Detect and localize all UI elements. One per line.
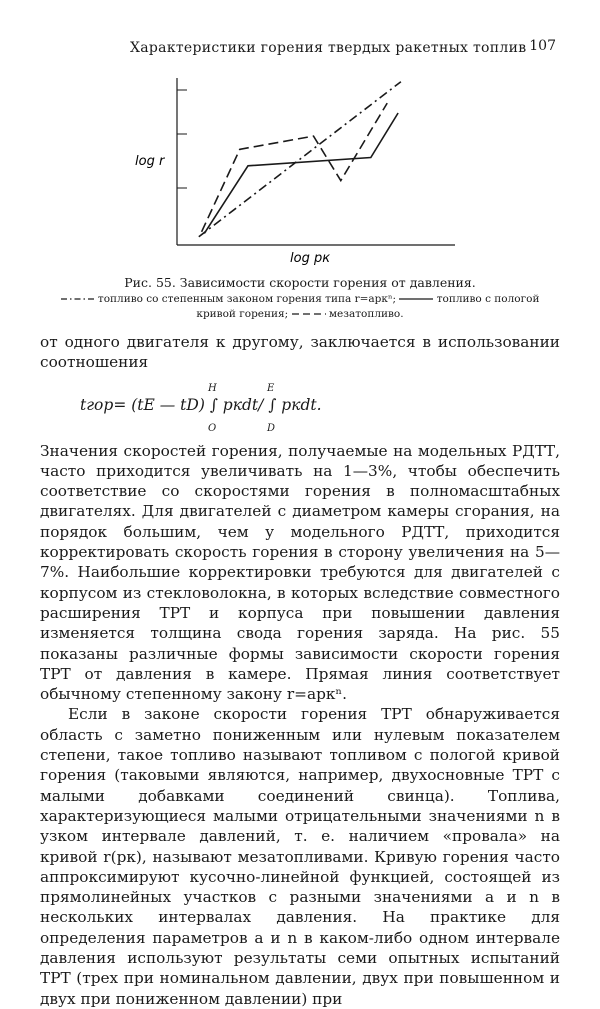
legend-mesa: мезатопливо. xyxy=(328,308,404,320)
legend-dashdot-sample xyxy=(61,296,95,302)
integral-upper-limit: H xyxy=(208,382,217,394)
series-line-dashdot xyxy=(199,82,401,237)
figure-legend xyxy=(40,292,560,322)
y-axis-label: log r xyxy=(135,154,165,169)
paragraph: Если в законе скорости горения ТРТ обнаруживается область с заметно пониженным или нулевым показателем степени, такое топливо называют топливом с пологой кривой горения (таковыми являются, например, двухосновные ТРТ с малыми добавками соединений свинца). Топлива, характеризующиеся малыми отрицательными значениями n в узком интервале давлений, т. е. наличием «провала» на кривой r(pк), называют мезатопливами. Кривую горения часто аппроксимируют кусочно-линейной функцией, состоящей из прямолинейных участков с разными значениями a и n в нескольких интервалах давления. На практике для определения параметров a и n в каком-либо одном интервале давления используют результаты семи опытных испытаний ТРТ (трех при номинальном давлении, двух при повышенном и двух при пониженном давлении) при xyxy=(40,705,560,1008)
legend-plateau: топливо с пологой xyxy=(436,293,540,305)
paragraph: от одного двигателя к другому, заключается в использовании соотношения xyxy=(40,333,560,372)
integral-lower-limit: O xyxy=(208,422,217,434)
burn-rate-figure xyxy=(130,70,460,270)
legend-power-law: топливо со степенным законом горения типа r=apкⁿ; xyxy=(97,293,397,305)
legend-solid-sample xyxy=(399,296,433,302)
legend-plateau-cont: кривой горения; xyxy=(196,308,289,320)
integral-lower-limit: D xyxy=(267,422,276,434)
integral-upper-limit: E xyxy=(267,382,275,394)
legend-dashed-sample xyxy=(292,311,326,317)
running-title: Характеристики горения твердых ракетных топлив xyxy=(130,40,527,56)
page-number: 107 xyxy=(529,38,556,54)
body-text xyxy=(40,332,560,1009)
series-line-solid xyxy=(204,113,398,233)
figure-caption: Рис. 55. Зависимости скорости горения от давления. xyxy=(124,275,476,290)
equation-body: tгор= (tE — tD) ∫ pкdt/ ∫ pкdt. xyxy=(80,395,322,414)
paragraph: Значения скоростей горения, получаемые на модельных РДТТ, часто приходится увеличивать на 1—3%, чтобы обеспечить соответствие со скоростями горения в полномасштабных двигателях. Для двигателей с диаметром камеры сгорания, на порядок большим, чем у модельного РДТТ, приходится корректировать скорость горения в сторону увеличения на 5—7%. Наибольшие корректировки требуются для двигателей с корпусом из стекловолокна, в которых вследствие совместного расширения ТРТ и корпуса при повышении давления изменяется толщина свода горения заряда. На рис. 55 показаны различные формы зависимости скорости горения ТРТ от давления в камере. Прямая линия соответствует обычному степенному закону r=apкⁿ. xyxy=(40,441,560,704)
x-axis-label: log pк xyxy=(290,251,331,266)
equation xyxy=(40,375,560,437)
